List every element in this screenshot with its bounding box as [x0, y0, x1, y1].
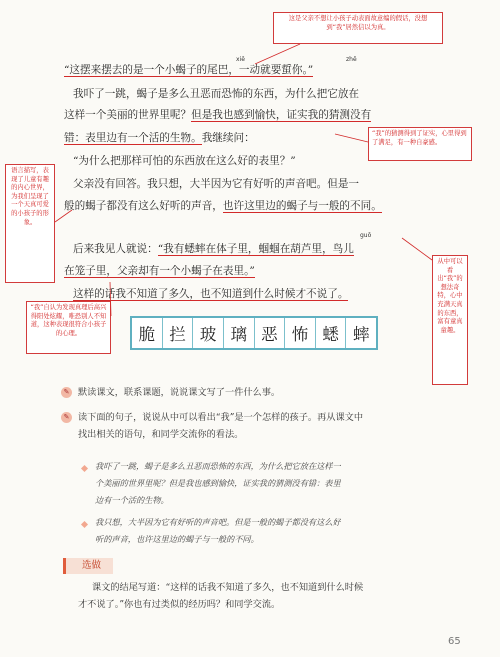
pinyin-guo: guō [360, 232, 372, 239]
pinyin-xie: xiē [236, 56, 245, 63]
text-line-8 [73, 243, 418, 256]
text-segment: 这样一个美丽的世界里呢？ [64, 109, 192, 121]
text-line-5: “为什么把那样可怕的东西放在这么好的表里？” [73, 155, 296, 167]
underlined-quote: “这摆来摆去的是一个小蝎子的尾巴，一动就要蜇你。” [64, 64, 314, 76]
text-line-4 [64, 132, 409, 145]
text-line-6: 父亲没有回答。我只想，大半因为它有好听的声音吧。但是一 [73, 178, 360, 190]
page-number: 65 [448, 636, 461, 647]
pinyin-zhe: zhē [346, 56, 357, 63]
text-line-3 [64, 109, 409, 122]
quote-2-line-2: 听的声音，也许这里边的蝎子与一般的不同。 [95, 534, 259, 544]
text-line-1 [64, 64, 409, 77]
vocab-char: 怖 [285, 318, 316, 348]
optional-line-2: 才不说了。”你也有过类似的经历吗？和同学交流。 [78, 599, 281, 610]
vocab-char: 璃 [224, 318, 255, 348]
quote-1-line-1: 我吓了一跳，蝎子是多么丑恶而恐怖的东西，为什么把它放在这样一 [95, 461, 341, 471]
underlined-sentence-6: 这样的话我不知道了多久，也不知道到什么时候才不说了。 [73, 288, 349, 300]
text-line-10 [73, 288, 418, 301]
annotation-middle: “我”的猜测得到了证实，心里得到了满足，有一种自豪感。 [368, 127, 472, 161]
underlined-sentence: 但是我也感到愉快，证实我的猜测没有 [191, 109, 372, 121]
text-segment: 般的蝎子都没有这么好听的声音， [64, 200, 223, 212]
text-segment: 后来我见人就说： [73, 243, 158, 255]
question-1-icon: ✎ [61, 387, 72, 398]
underlined-sentence-4: “我有蟋蟀在体子里，蝈蝈在葫芦里，鸟儿 [157, 243, 354, 255]
vocab-char: 脆 [132, 318, 163, 348]
optional-line-1: 课文的结尾写道：“这样的话我不知道了多久，也不知道到什么时候 [92, 582, 364, 593]
vocab-char: 拦 [163, 318, 194, 348]
vocab-char: 蟋 [316, 318, 347, 348]
quote-1-line-3: 边有一个活的生物。 [95, 495, 169, 505]
text-line-9 [64, 265, 409, 278]
section-label-text: 选做 [82, 560, 102, 571]
question-2-line-2: 找出相关的语句，和同学交流你的看法。 [78, 429, 244, 440]
underlined-sentence-3: 也许这里边的蝎子与一般的不同。 [222, 200, 382, 212]
quote-1-line-2: 个美丽的世界里呢？但是我也感到愉快，证实我的猜测没有错：表里 [95, 478, 341, 488]
question-2-line-1: 读下面的句子，说说从中可以看出“我”是一个怎样的孩子。再从课文中 [78, 412, 364, 423]
underlined-sentence-2: 错：表里边有一个活的生物。 [64, 132, 202, 144]
annotation-left-bottom: “我”自认为发现真理后高兴得阳处炫耀，唯恐别人不知道，这种表现很符合小孩子的心理。 [26, 301, 111, 354]
vocab-char: 蟀 [352, 325, 370, 344]
vocab-char: 恶 [255, 318, 286, 348]
text-segment: 我继续问： [201, 132, 255, 144]
annotation-top: 这是父亲不想让小孩子动表面故意编的假话，没想到“我”居然信以为真。 [273, 12, 443, 44]
annotation-left-top: 语言描写，表现了儿童有趣的内心世界，为我们呈现了一个天真可爱的小孩子的形象。 [5, 164, 55, 283]
question-1: 默读课文，联系课题，说说课文写了一件什么事。 [78, 387, 281, 398]
annotation-right: 从中可以看出“我”的想法奇特，心中充满天真的东西，富有童真童趣。 [432, 255, 468, 385]
question-2-icon: ✎ [61, 412, 72, 423]
text-line-7 [64, 200, 409, 213]
text-line-2: 我吓了一跳，蝎子是多么丑恶而恐怖的东西，为什么把它放在 [73, 88, 360, 100]
underlined-sentence-5: 在笼子里，父亲却有一个小蝎子在表里。” [64, 265, 255, 277]
quote-2-line-1: 我只想，大半因为它有好听的声音吧。但是一般的蝎子都没有这么好 [95, 517, 341, 527]
optional-section-label [63, 558, 113, 574]
vocab-char: 玻 [193, 318, 224, 348]
vocabulary-grid [130, 316, 378, 350]
